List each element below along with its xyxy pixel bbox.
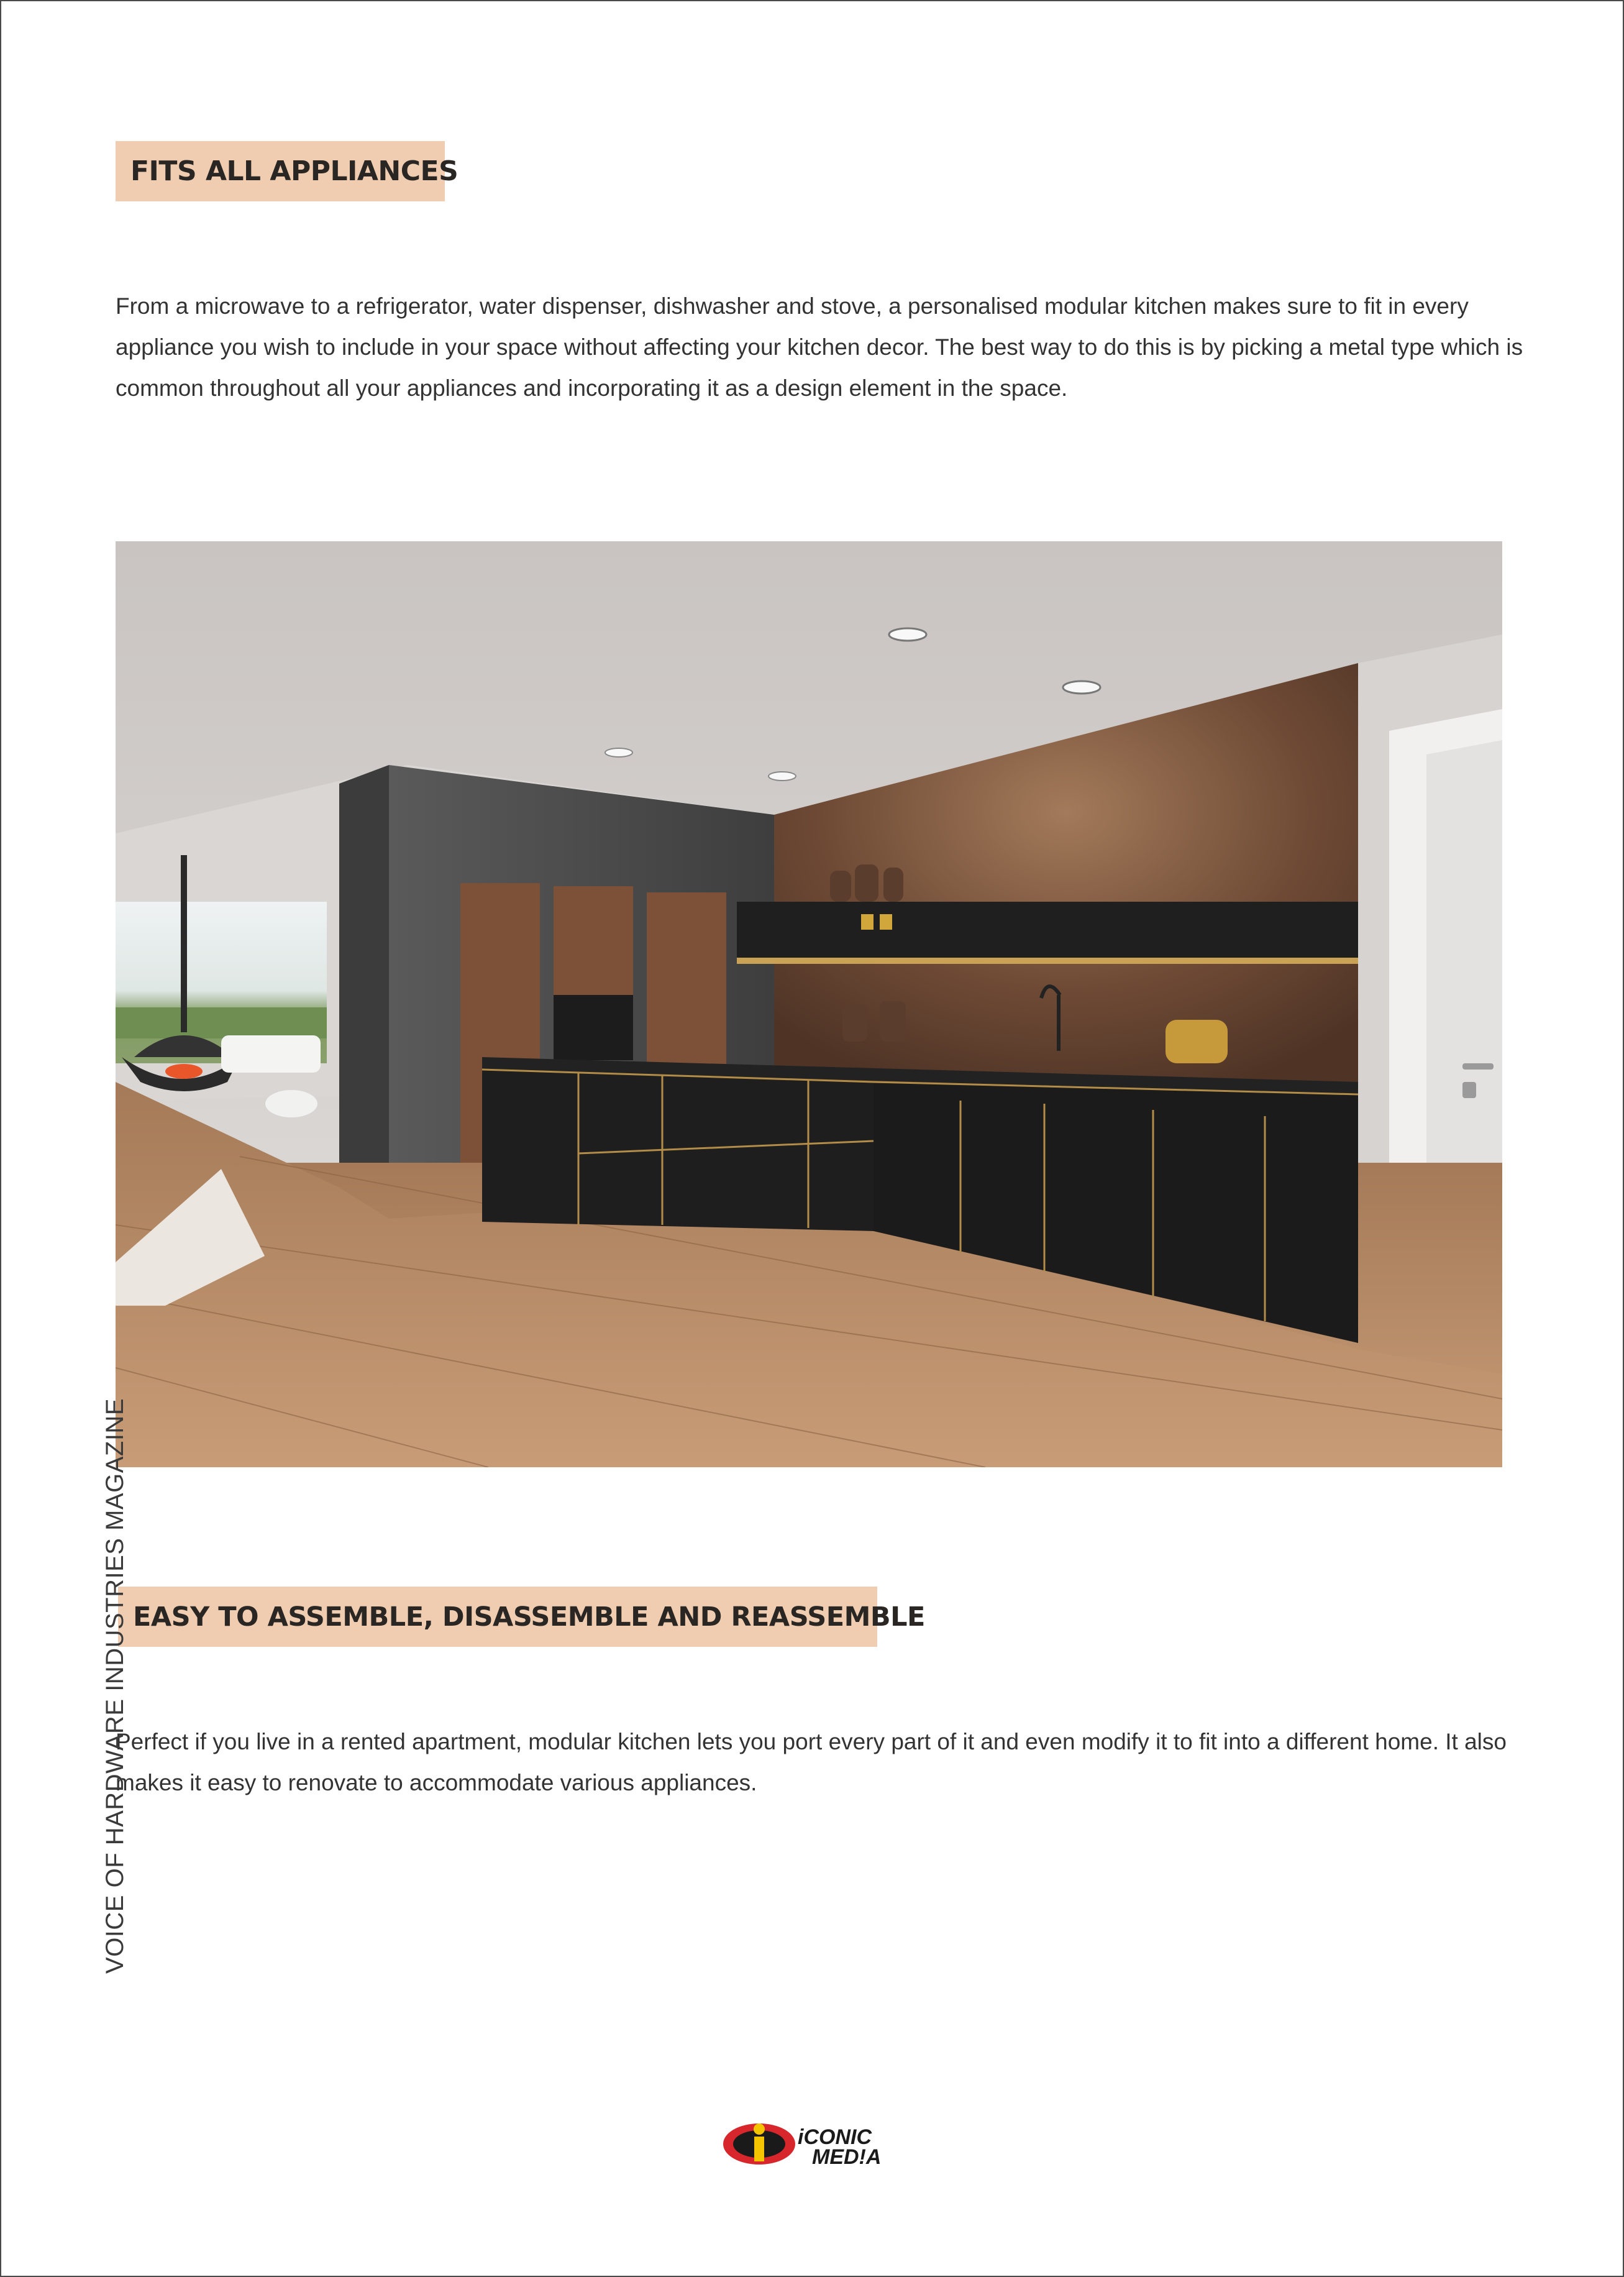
section-paragraph-assemble: Perfect if you live in a rented apartment, modular kitchen lets you port every part of it and even modify it to fit into a different home. It also makes it easy to renovate to accommodate various appliances. [116,1729,1507,1795]
heading-text: EASY TO ASSEMBLE, DISASSEMBLE AND REASSEMBLE [133,1601,925,1633]
section-heading-easy-to-assemble [118,1587,925,1647]
heading-text: FITS ALL APPLIANCES [130,155,458,187]
logo-line1: iCONIC [798,2125,872,2149]
magazine-sidebar-title: VOICE OF HARDWARE INDUSTRIES MAGAZINE [101,1398,129,1974]
iconic-media-logo [722,2119,908,2169]
section-paragraph-appliances: From a microwave to a refrigerator, water dispenser, dishwasher and stove, a personalised modular kitchen makes sure to fit in every appliance you wish to include in your space without affecting your kitchen decor. The best way to do this is by picking a metal type which is common throughout all your appliances and incorporating it as a design element in the space. [116,293,1523,401]
section-heading-fits-all-appliances [116,141,458,201]
logo-line2: MED!A [812,2145,882,2169]
kitchen-photo [116,541,1502,1467]
